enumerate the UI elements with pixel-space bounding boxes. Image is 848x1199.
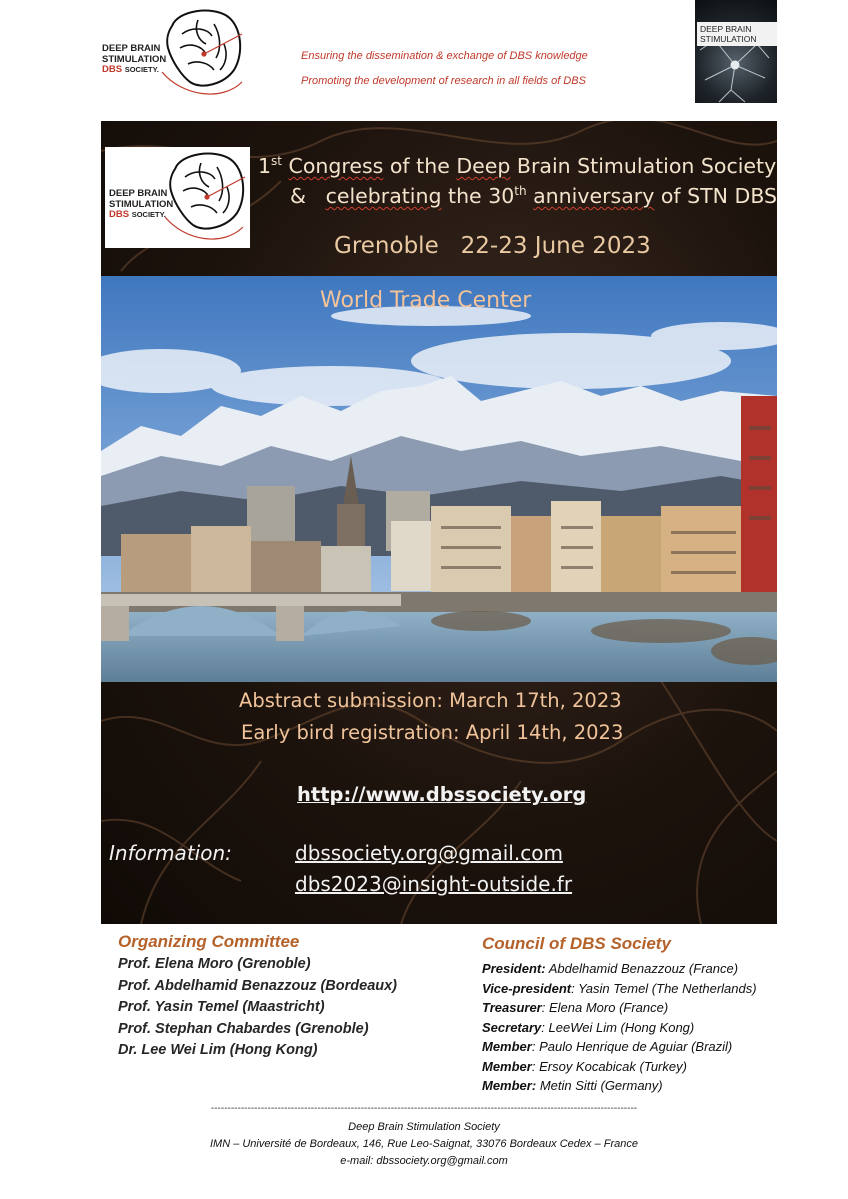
website-link[interactable]: http://www.dbssociety.org	[297, 783, 587, 806]
grenoble-photo	[101, 276, 777, 682]
organizing-committee-heading: Organizing Committee	[118, 932, 300, 951]
neuron-logo	[695, 0, 777, 103]
logo-line-1: DEEP BRAIN	[102, 43, 161, 54]
congress-banner	[101, 121, 777, 924]
inset-logo-society: SOCIETY.	[131, 210, 166, 220]
list-item: Member: Metin Sitti (Germany)	[482, 1078, 663, 1093]
congress-title-line-2: & celebrating the 30th anniversary of STN DBS	[290, 184, 777, 208]
tagline-2: Promoting the development of research in all fields of DBS	[301, 75, 586, 87]
inset-logo-line-1: DEEP BRAIN	[109, 188, 168, 199]
list-item: Prof. Stephan Chabardes (Grenoble)	[118, 1020, 369, 1037]
list-item: Prof. Abdelhamid Benazzouz (Bordeaux)	[118, 977, 398, 994]
list-item: Secretary: LeeWei Lim (Hong Kong)	[482, 1019, 695, 1035]
right-logo-line-2: STIMULATION	[700, 34, 757, 44]
email-link-1[interactable]: dbssociety.org@gmail.com	[295, 841, 563, 865]
list-item: Dr. Lee Wei Lim (Hong Kong)	[118, 1042, 318, 1058]
inset-logo-dbs: DBS	[109, 209, 130, 221]
organizing-committee-list	[118, 954, 397, 1062]
list-item: Member: Ersoy Kocabicak (Turkey)	[482, 1058, 687, 1074]
abstract-submission: Abstract submission: March 17th, 2023	[239, 689, 622, 712]
logo-society: SOCIETY.	[124, 65, 159, 75]
information-label: Information:	[109, 841, 232, 865]
list-item: Prof. Yasin Temel (Maastricht)	[118, 999, 325, 1015]
list-item: Member: Paulo Henrique de Aguiar (Brazil)	[482, 1039, 733, 1054]
congress-title-line-1: 1st Congress of the Deep Brain Stimulation Society	[258, 154, 777, 178]
dbs-society-logo	[102, 4, 252, 100]
footer	[0, 1119, 848, 1170]
right-logo-line-1: DEEP BRAIN	[700, 24, 752, 34]
list-item: Vice-president: Yasin Temel (The Netherlands)	[482, 980, 757, 996]
tagline-1: Ensuring the dissemination & exchange of DBS knowledge	[301, 50, 588, 62]
footer-email: e-mail: dbssociety.org@gmail.com	[340, 1155, 508, 1167]
congress-date: Grenoble 22-23 June 2023	[334, 233, 651, 259]
grenoble-scene	[101, 276, 777, 682]
footer-org: Deep Brain Stimulation Society	[348, 1121, 500, 1133]
council-heading: Council of DBS Society	[482, 934, 671, 953]
list-item: Prof. Elena Moro (Grenoble)	[118, 956, 311, 972]
inset-logo	[105, 147, 250, 248]
email-link-2[interactable]: dbs2023@insight-outside.fr	[295, 872, 573, 896]
early-bird-registration: Early bird registration: April 14th, 2023	[241, 721, 624, 744]
footer-divider: --------------------------------------------------------------------------------------------------------------------------------	[210, 1103, 638, 1114]
council-list	[482, 959, 757, 1096]
neuron-icon	[695, 0, 777, 103]
list-item: Treasurer: Elena Moro (France)	[482, 1000, 669, 1015]
logo-dbs: DBS	[102, 64, 123, 76]
logo-line-2: STIMULATION	[102, 53, 167, 65]
list-item: President: Abdelhamid Benazzouz (France)	[482, 961, 739, 976]
footer-address: IMN – Université de Bordeaux, 146, Rue Leo-Saignat, 33076 Bordeaux Cedex – France	[209, 1138, 639, 1150]
inset-logo-line-2: STIMULATION	[109, 198, 174, 210]
venue-label: World Trade Center	[320, 288, 532, 313]
